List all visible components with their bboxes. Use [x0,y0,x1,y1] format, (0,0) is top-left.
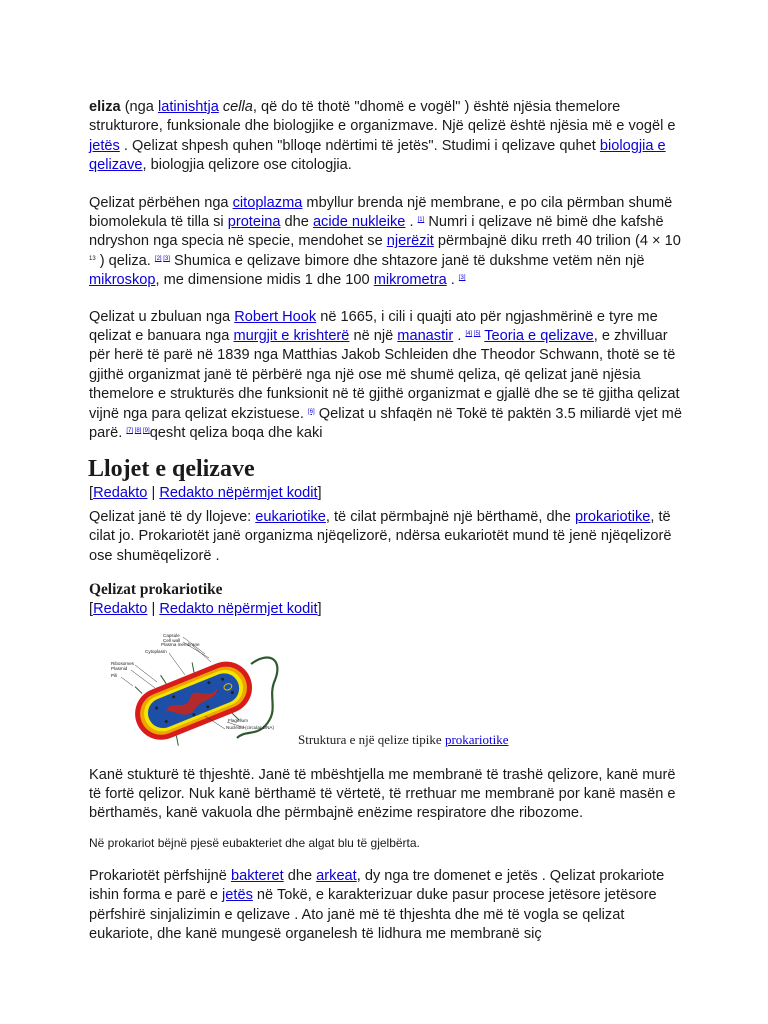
link-microscope[interactable]: mikroskop [89,272,156,289]
discovery-paragraph: Qelizat u zbuluan nga Robert Hook në 1665, i cili i quajti ato për ngjashmërinë e tyre me qelizat e banuara nga murgjit e krishterë në një manastir . [4] [5] Teoria e qelizave, e zhvilluar për herë të parë në 1839 nga Matthias Jakob Schleiden dhe Theodor Schwann, thotë se të gjithë organizmat janë të përbërë nga një ose më shumë qeliza, që qelizat janë njësia themelore e strukturës dhe funksionit në të gjithë organizmat e gjallë dhe se të gjitha qelizat vijnë nga para qelizat ekzistuese. [6] Qelizat u shfaqën në Tokë të paktën 3.5 miliardë vjet më parë. [7] [8] [9]qesht qeliza boqa dhe kaki [89,308,682,442]
link-monks[interactable]: murgjit e krishterë [233,328,350,345]
diagram-label: Pili [111,672,118,678]
prokaryote-figure [89,628,689,758]
edit-source-link[interactable]: Redakto nëpërmjet kodit [159,484,318,501]
link-eukaryotic[interactable]: eukariotike [255,508,326,525]
reference-link[interactable]: [2] [154,255,162,262]
link-archaea[interactable]: arkeat [316,867,357,884]
reference-link[interactable]: [3] [163,255,170,262]
article-term: eliza [89,99,121,115]
link-cytoplasm[interactable]: citoplazma [232,194,303,211]
link-life[interactable]: jetës [89,137,120,154]
link-nucleic-acids[interactable]: acide nukleike [312,214,406,231]
figure-caption: Struktura e një qelize tipike prokariotike [298,731,509,747]
diagram-label: Plasmid [111,665,128,671]
reference-link[interactable]: [1] [417,217,425,224]
link-life[interactable]: jetës [222,887,253,904]
prokaryote-domains-paragraph: Prokariotët përfshijnë bakteret dhe arkeat, dy nga tre domenet e jetës . Qelizat prokariote ishin forma e parë e jetës në Tokë, e karakterizuar duke pasur procese jetësore jetësore përfshirë sinjalizimin e qelizave . Ato janë më të thjeshta dhe më të vogla se qelizat eukariote, dhe kanë mungesë organelesh të lidhura me membranë siç [89,867,665,942]
intro-paragraph: eliza (nga latinishtja cella, që do të thotë "dhomë e vogël" ) është njësia themelore strukturore, funksionale dhe biologjike e organizmave. Një qelizë është njësia më e vogël e jetës . Qelizat shpesh quhen "blloqe ndërtimi të jetës". Studimi i qelizave quhet biologjia e qelizave, biologjia qelizore ose citologjia. [89,99,676,174]
latin-word: cella [222,99,253,115]
prokaryote-note: Në prokariot bëjnë pjesë eubakteriet dhe algat blu të gjelbërta. [89,835,420,850]
reference-link[interactable]: [7] [126,428,133,435]
exponent: 13 [89,255,96,262]
edit-links: [Redakto | Redakto nëpërmjet kodit] [89,484,322,501]
reference-link[interactable]: [4] [465,331,473,338]
edit-links: [Redakto | Redakto nëpërmjet kodit] [89,601,322,618]
reference-link[interactable]: [6] [308,408,315,415]
section-heading-cell-types: Llojet e qelizave [88,455,255,482]
diagram-label: Flagellum [228,717,248,723]
link-humans[interactable]: njerëzit [386,233,434,250]
reference-link[interactable]: [8] [134,428,142,435]
prokaryote-cell-diagram[interactable] [105,630,295,752]
diagram-label: Cytoplasm [145,648,167,654]
section-heading-prokaryotic: Qelizat prokariotike [89,581,223,599]
link-micrometre[interactable]: mikrometra [373,272,447,289]
diagram-label: Nucleoid (circular DNA) [226,724,274,730]
diagram-label: Cell wall [163,637,181,643]
link-prokaryotic[interactable]: prokariotike [574,508,651,525]
diagram-label: Ribosomes [111,660,134,666]
edit-link[interactable]: Redakto [93,601,148,618]
link-prokaryotic[interactable]: prokariotike [444,731,509,747]
reference-link[interactable]: [3] [458,275,466,282]
link-robert-hooke[interactable]: Robert Hook [234,308,317,325]
reference-link[interactable]: [9] [143,428,150,435]
composition-paragraph: Qelizat përbëhen nga citoplazma mbyllur brenda një membrane, e po cila përmban shumë biomolekula të tilla si proteina dhe acide nukleike . [1] Numri i qelizave në bimë dhe kafshë ndryshon nga specia në specie, mendohet se njerëzit përmbajnë diku rreth 40 trilion (4 × 10 $^{13}$ ) qeliza. [2] [3] Shumica e qelizave bimore dhe shtazore janë të dukshme vetëm nën një mikroskop, me dimensione midis 1 dhe 100 mikrometra . [3] [89,194,681,289]
link-cell-theory[interactable]: Teoria e qelizave [484,328,594,345]
cell-types-paragraph: Qelizat janë të dy llojeve: eukariotike, të cilat përmbajnë një bërthamë, dhe prokariotike, të cilat jo. Prokariotët janë organizma njëqelizorë, ndërsa eukariotët mund të jenë njëqelizorë ose shumëqelizorë . [89,508,672,564]
diagram-label: Capsule [163,632,180,638]
link-latin[interactable]: latinishtja [157,99,219,115]
link-monastery[interactable]: manastir [397,328,454,345]
edit-source-link[interactable]: Redakto nëpërmjet kodit [159,601,318,618]
link-protein[interactable]: proteina [227,214,281,231]
reference-link[interactable]: [5] [473,331,481,338]
link-bacteria[interactable]: bakteret [230,867,284,884]
diagram-label: Plasma membrane [161,641,200,647]
edit-link[interactable]: Redakto [93,484,148,501]
link-cell-biology[interactable]: biologjia e qelizave [89,137,666,174]
article-body [89,98,689,944]
prokaryote-structure-paragraph: Kanë stukturë të thjeshtë. Janë të mbështjella me membranë të trashë qelizore, kanë murë të fortë qelizor. Nuk kanë bërthamë të vërtetë, të rrethuar me membranë por kanë masën e bërthamës, kanë vakuola dhe përmbajnë enëzime respiratore dhe ribozome. [89,766,676,822]
